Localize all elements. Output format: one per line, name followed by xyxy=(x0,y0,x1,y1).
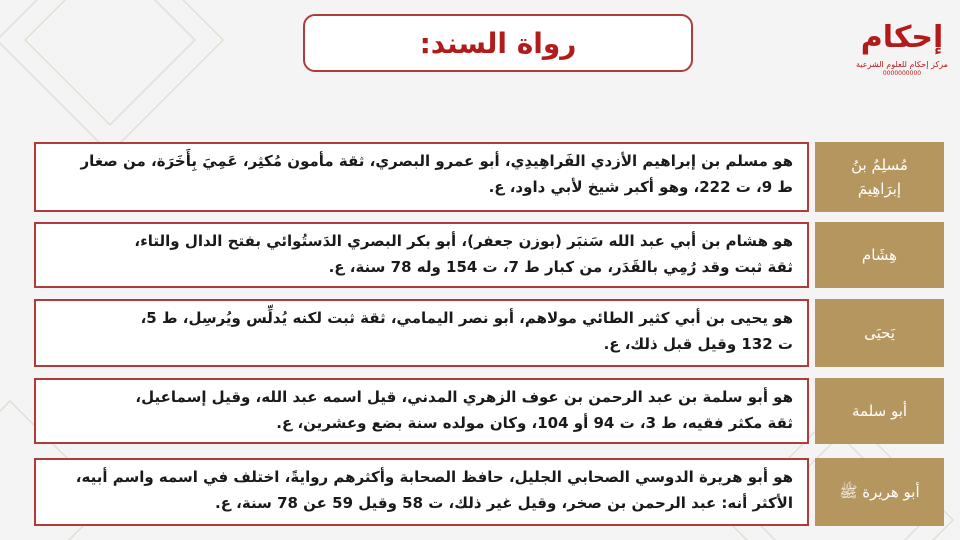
logo-name: إحكام xyxy=(860,20,944,55)
narrator-row xyxy=(34,222,944,288)
logo-subtitle-2: 0000000000 xyxy=(882,70,922,77)
page-title: رواة السند: xyxy=(419,26,577,60)
narrator-bio: هو أبو هريرة الدوسي الصحابي الجليل، حافظ الصحابة وأكثرهم روايةً، اختلف في اسمه واسم أبيه، الأكثر أنه: عبد الرحمن بن صخر، وقيل غير ذلك، ت 58 وقيل 59 عن 78 سنة، ع. xyxy=(34,458,809,526)
title-box xyxy=(303,14,693,72)
narrator-row xyxy=(34,142,944,212)
narrator-row xyxy=(34,378,944,444)
narrator-row xyxy=(34,458,944,526)
narrator-row xyxy=(34,299,944,367)
narrator-name: يَحيَى xyxy=(815,299,944,367)
narrator-name: هِشَام xyxy=(815,222,944,288)
narrator-name: أبو سلمة xyxy=(815,378,944,444)
narrator-bio: هو هشام بن أبي عبد الله سَنبَر (بوزن جعفر)، أبو بكر البصري الدَستُوائي بفتح الدال والتاء، ثقة ثبت وقد رُمِي بالقَدَر، من كبار ط 7، ت 154 وله 78 سنة، ع. xyxy=(34,222,809,288)
narrator-bio: هو يحيى بن أبي كثير الطائي مولاهم، أبو نصر اليمامي، ثقة ثبت لكنه يُدلِّس ويُرسِل، ط 5، ت 132 وقيل قبل ذلك، ع. xyxy=(34,299,809,367)
narrator-bio: هو مسلم بن إبراهيم الأزدي الفَراهِيدِي، أبو عمرو البصري، ثقة مأمون مُكثِر، عَمِيَ بِأَخَرَة، من صغار ط 9، ت 222، وهو أكبر شيخ لأبي داود، ع. xyxy=(34,142,809,212)
narrator-name: أبو هريرة ﷺ xyxy=(815,458,944,526)
logo xyxy=(856,18,948,98)
narrator-bio: هو أبو سلمة بن عبد الرحمن بن عوف الزهري المدني، قيل اسمه عبد الله، وقيل إسماعيل، ثقة مكثر فقيه، ط 3، ت 94 أو 104، وكان مولده سنة بضع وعشرين، ع. xyxy=(34,378,809,444)
logo-subtitle: مركز إحكام للعلوم الشرعية xyxy=(856,60,948,69)
narrator-name: مُسلِمُ بنُ إبرَاهِيمَ xyxy=(815,142,944,212)
